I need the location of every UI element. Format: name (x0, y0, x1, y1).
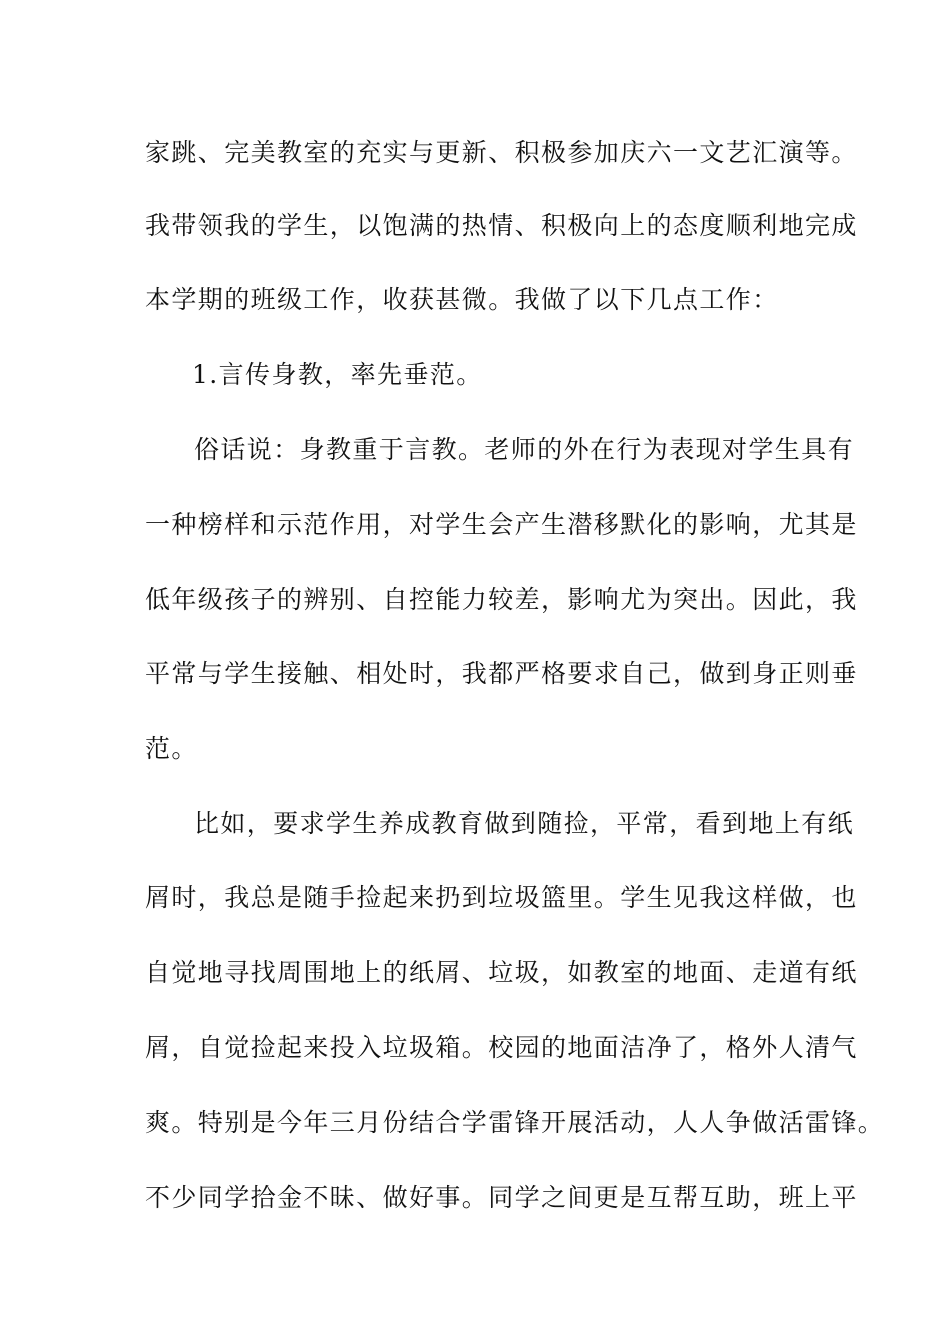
text-line: 我带领我的学生，以饱满的热情、积极向上的态度顺利地完成 (145, 211, 858, 240)
text-line: 屑时，我总是随手捡起来扔到垃圾篮里。学生见我这样做，也 (145, 883, 858, 912)
list-item-heading: 1.言传身教，率先垂范。 (192, 360, 483, 389)
text-line: 范。 (145, 734, 198, 763)
text-line: 自觉地寻找周围地上的纸屑、垃圾，如教室的地面、走道有纸 (145, 958, 858, 987)
text-line: 低年级孩子的辨别、自控能力较差，影响尤为突出。因此，我 (145, 585, 858, 614)
text-line: 本学期的班级工作，收获甚微。我做了以下几点工作： (145, 285, 779, 314)
text-line: 屑，自觉捡起来投入垃圾箱。校园的地面洁净了，格外人清气 (145, 1033, 858, 1062)
text-line: 家跳、完美教室的充实与更新、积极参加庆六一文艺汇演等。 (145, 138, 858, 167)
text-line: 爽。特别是今年三月份结合学雷锋开展活动，人人争做活雷锋。 (145, 1108, 885, 1137)
text-line: 不少同学拾金不昧、做好事。同学之间更是互帮互助，班上平 (145, 1183, 858, 1212)
text-line: 一种榜样和示范作用，对学生会产生潜移默化的影响，尤其是 (145, 510, 858, 539)
paragraph-first-line: 比如，要求学生养成教育做到随捡，平常，看到地上有纸 (194, 809, 855, 838)
paragraph-first-line: 俗话说：身教重于言教。老师的外在行为表现对学生具有 (194, 435, 855, 464)
text-line: 平常与学生接触、相处时，我都严格要求自己，做到身正则垂 (145, 659, 858, 688)
